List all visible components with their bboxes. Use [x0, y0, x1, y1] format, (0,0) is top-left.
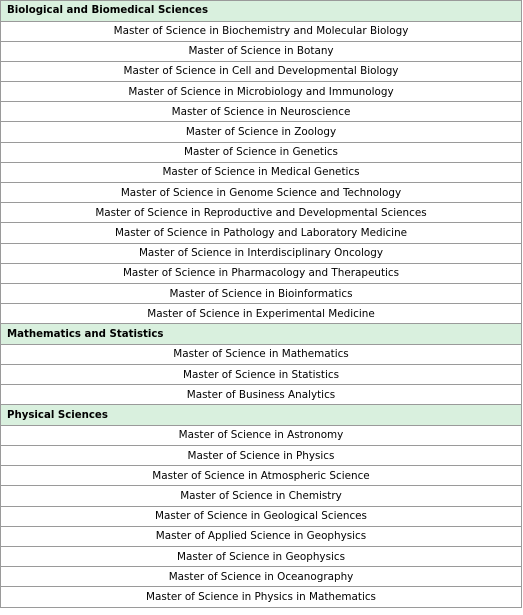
table-row: [1, 183, 522, 203]
table-row: [1, 486, 522, 506]
table-row: [1, 162, 522, 182]
table-row: [1, 41, 522, 61]
table-row: [1, 526, 522, 546]
table-row: [1, 466, 522, 486]
table-row: [1, 61, 522, 81]
table-row: [1, 82, 522, 102]
table-row: [1, 223, 522, 243]
program-name: Master of Science in Medical Genetics: [1, 162, 522, 182]
program-name: Master of Science in Genome Science and Technology: [1, 183, 522, 203]
table-row: [1, 304, 522, 324]
program-name: Master of Science in Botany: [1, 41, 522, 61]
program-name: Master of Business Analytics: [1, 385, 522, 405]
section-title: Mathematics and Statistics: [1, 324, 522, 345]
table-row: [1, 102, 522, 122]
table-row: [1, 506, 522, 526]
program-name: Master of Science in Geophysics: [1, 547, 522, 567]
program-name: Master of Science in Biochemistry and Molecular Biology: [1, 21, 522, 41]
table-row: [1, 142, 522, 162]
program-name: Master of Science in Microbiology and Immunology: [1, 82, 522, 102]
program-name: Master of Science in Pharmacology and Therapeutics: [1, 263, 522, 283]
program-name: Master of Science in Astronomy: [1, 425, 522, 445]
program-name: Master of Science in Chemistry: [1, 486, 522, 506]
section-header-row: [1, 1, 522, 22]
program-name: Master of Science in Geological Sciences: [1, 506, 522, 526]
program-name: Master of Science in Reproductive and Developmental Sciences: [1, 203, 522, 223]
program-name: Master of Science in Experimental Medicine: [1, 304, 522, 324]
table-row: [1, 385, 522, 405]
section-header-row: [1, 324, 522, 345]
program-name: Master of Science in Oceanography: [1, 567, 522, 587]
program-name: Master of Applied Science in Geophysics: [1, 526, 522, 546]
programs-table-body: [1, 1, 522, 608]
program-name: Master of Science in Cell and Developmental Biology: [1, 61, 522, 81]
program-name: Master of Science in Physics: [1, 446, 522, 466]
program-name: Master of Science in Interdisciplinary Oncology: [1, 243, 522, 263]
table-row: [1, 243, 522, 263]
table-row: [1, 122, 522, 142]
section-title: Physical Sciences: [1, 405, 522, 426]
table-row: [1, 547, 522, 567]
program-name: Master of Science in Zoology: [1, 122, 522, 142]
table-row: [1, 446, 522, 466]
program-name: Master of Science in Pathology and Laboratory Medicine: [1, 223, 522, 243]
table-row: [1, 365, 522, 385]
program-name: Master of Science in Neuroscience: [1, 102, 522, 122]
section-header-row: [1, 405, 522, 426]
program-name: Master of Science in Atmospheric Science: [1, 466, 522, 486]
table-row: [1, 587, 522, 607]
program-name: Master of Science in Statistics: [1, 365, 522, 385]
table-row: [1, 263, 522, 283]
program-name: Master of Science in Bioinformatics: [1, 283, 522, 303]
program-name: Master of Science in Mathematics: [1, 344, 522, 364]
program-name: Master of Science in Physics in Mathematics: [1, 587, 522, 607]
section-title: Biological and Biomedical Sciences: [1, 1, 522, 22]
table-row: [1, 203, 522, 223]
table-row: [1, 344, 522, 364]
program-name: Master of Science in Genetics: [1, 142, 522, 162]
table-row: [1, 21, 522, 41]
table-row: [1, 425, 522, 445]
table-row: [1, 283, 522, 303]
table-row: [1, 567, 522, 587]
